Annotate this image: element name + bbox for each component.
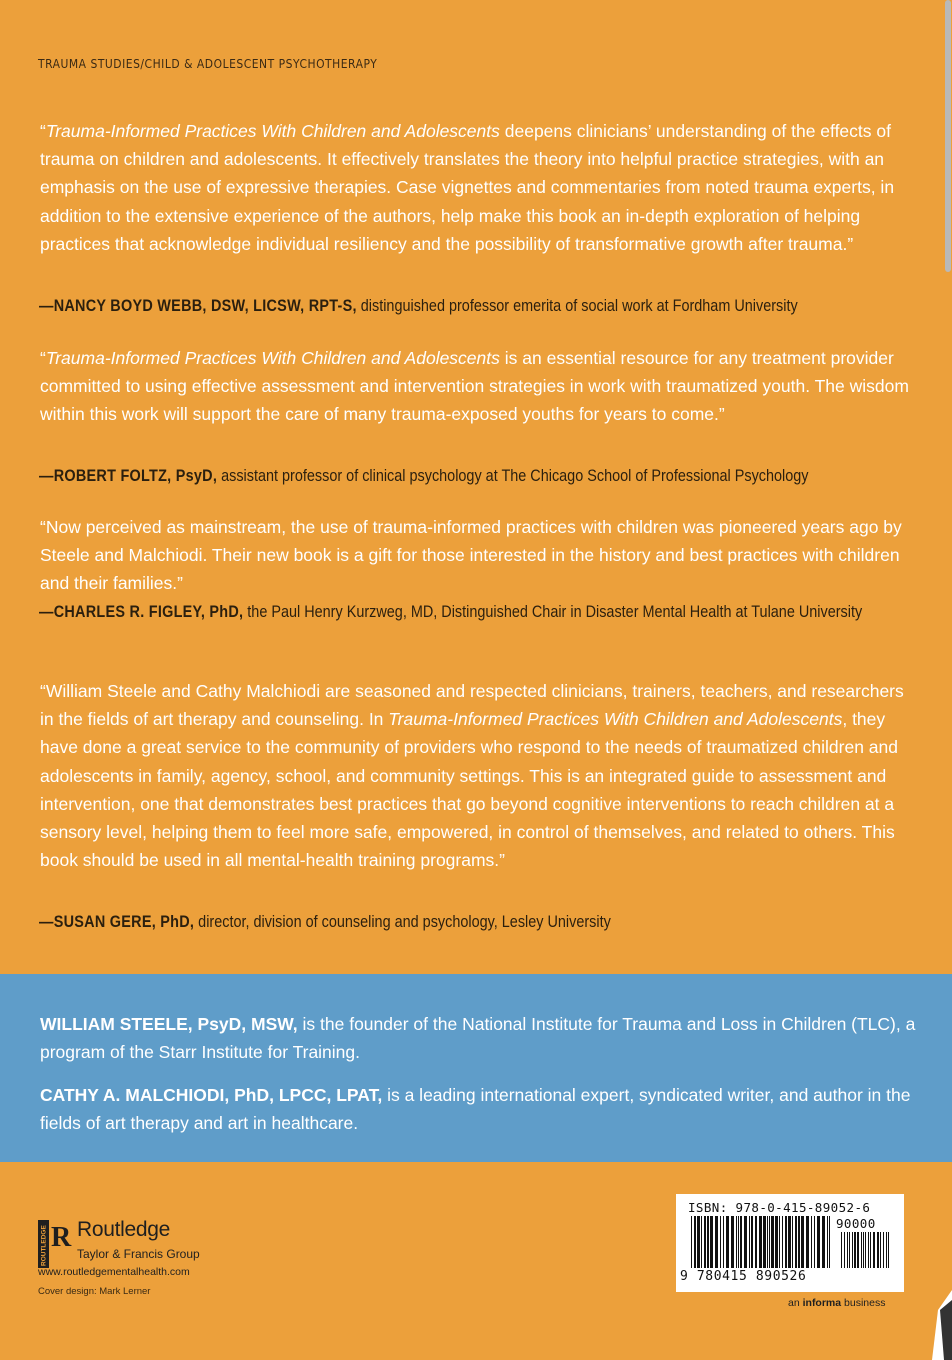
barcode-bar [868, 1232, 869, 1268]
book-title: Trauma-Informed Practices With Children and Adolescents [45, 121, 500, 141]
barcode-bar [715, 1216, 718, 1268]
quote-open-mark: “ [40, 348, 46, 368]
barcode-bar [726, 1216, 729, 1268]
author-name: WILLIAM STEELE, PsyD, MSW, [40, 1014, 298, 1034]
barcode-bar [723, 1216, 724, 1268]
barcode-bar [817, 1216, 820, 1268]
barcode-bar [694, 1216, 696, 1268]
barcode-bar [865, 1232, 866, 1268]
author-bio-text: is the founder of the National Institute for Trauma and Loss in Children (TLC), a program of the Starr Institute for Training. [40, 1014, 916, 1062]
barcode-bar [844, 1232, 845, 1268]
ean-digits: 9 780415 890526 [680, 1269, 807, 1284]
barcode-bar [877, 1232, 879, 1268]
barcode-bar [720, 1216, 721, 1268]
author-bio-text: is a leading international expert, syndicated writer, and author in the fields of art therapy and art in healthcare. [40, 1085, 911, 1133]
endorser-role: the Paul Henry Kurzweg, MD, Distinguished Chair in Disaster Mental Health at Tulane University [243, 603, 863, 621]
isbn-number: ISBN: 978-0-415-89052-6 [688, 1200, 871, 1215]
barcode-bar [849, 1232, 850, 1268]
quote-body: “Now perceived as mainstream, the use of trauma-informed practices with children was pioneered years ago by Steele and Malchiodi. Their new book is a gift for those interested in the history and best practices with children and their families.” [40, 517, 902, 594]
endorser-role: assistant professor of clinical psychology at The Chicago School of Professional Psychology [217, 467, 809, 485]
author-name: CATHY A. MALCHIODI, PhD, LPCC, LPAT, [40, 1085, 383, 1105]
barcode-bar [880, 1232, 881, 1268]
barcode-bar [691, 1216, 692, 1268]
barcode-bar [697, 1216, 700, 1268]
barcode-bar [857, 1232, 859, 1268]
barcode-bar [751, 1216, 753, 1268]
barcode-bar [775, 1216, 778, 1268]
barcode-bar [861, 1232, 862, 1268]
logo-vertical-text: ROUTLEDGE [40, 1225, 48, 1266]
price-code: 90000 [836, 1216, 876, 1231]
endorsement-attribution-4 [39, 911, 919, 934]
barcode-bar [827, 1216, 828, 1268]
barcode-bar [731, 1216, 734, 1268]
barcode-bar [829, 1216, 830, 1268]
barcode-bar [755, 1216, 757, 1268]
barcode-bar [759, 1216, 762, 1268]
endorser-name: —SUSAN GERE, PhD, [39, 913, 195, 931]
barcode-bar [883, 1232, 884, 1268]
barcode-bar [811, 1216, 812, 1268]
barcode-bar [852, 1232, 853, 1268]
barcode-bar [710, 1216, 713, 1268]
endorsement-attribution-1 [39, 295, 919, 318]
quote-body: “William Steele and Cathy Malchiodi are seasoned and respected clinicians, trainers, teachers, and researchers in the fields of art therapy and counseling. In [40, 681, 904, 730]
scrollbar-thumb[interactable] [945, 0, 951, 272]
endorser-name: —CHARLES R. FIGLEY, PhD, [39, 603, 244, 621]
author-bio-1 [40, 1010, 920, 1066]
barcode-bar [707, 1216, 709, 1268]
endorser-name: —ROBERT FOLTZ, PsyD, [39, 467, 218, 485]
barcode-bar [863, 1232, 864, 1268]
endorsement-attribution-3 [39, 601, 928, 624]
barcode-bar [736, 1216, 737, 1268]
barcode-bar [767, 1216, 768, 1268]
book-title: Trauma-Informed Practices With Children and Adolescents [45, 348, 500, 368]
barcode-bar [847, 1232, 848, 1268]
endorser-role: distinguished professor emerita of social work at Fordham University [356, 297, 798, 315]
publisher-group: Taylor & Francis Group [77, 1247, 200, 1261]
quote-open-mark: “ [40, 121, 46, 141]
logo-letter: R [51, 1222, 72, 1253]
barcode-bar [771, 1216, 774, 1268]
informa-brand: informa [802, 1297, 842, 1309]
barcode-bar [886, 1232, 887, 1268]
vertical-scrollbar[interactable] [944, 0, 952, 1360]
quote-body-continued: , they have done a great service to the community of providers who respond to the needs of traumatized children and adolescents in family, agency, school, and community settings. This is an integrated guide to assessment and intervention, one that demonstrates best practices that go beyond cognitive interventions to reach children at a sensory level, helping them to feel more safe, empowered, in control of themselves, and related to others. This book should be used in all mental-health training programs.” [40, 709, 898, 871]
barcode-bar [814, 1216, 815, 1268]
endorser-name: —NANCY BOYD WEBB, DSW, LICSW, RPT-S, [39, 297, 357, 315]
barcode-bar [738, 1216, 739, 1268]
informa-business-tag: an informa business [788, 1297, 886, 1309]
isbn-barcode [676, 1194, 904, 1292]
category-label: TRAUMA STUDIES/CHILD & ADOLESCENT PSYCHOTHERAPY [38, 56, 378, 71]
barcode-bar [822, 1216, 825, 1268]
barcode-bar [854, 1232, 856, 1268]
barcode-bar [763, 1216, 766, 1268]
endorser-role: director, division of counseling and psychology, Lesley University [194, 913, 611, 931]
publisher-name: Routledge [77, 1218, 171, 1241]
barcode-bar [888, 1232, 889, 1268]
quote-body: deepens clinicians’ understanding of the effects of trauma on children and adolescents. It effectively translates the theory into helpful practice strategies, with an emphasis on the use of expressive therapies. Case vignettes and commentaries from noted trauma experts, in addition to the extensive experience of the authors, help make this book an in-depth exploration of helping practices that acknowledge individual resiliency and the possibility of transformative growth after trauma.” [40, 121, 895, 254]
barcode-bar [870, 1232, 871, 1268]
barcode-bar [701, 1216, 702, 1268]
barcode-bar [740, 1216, 742, 1268]
barcode-bar [779, 1216, 780, 1268]
quote-body: is an essential resource for any treatment provider committed to using effective assessment and intervention strategies in work with traumatized youth. The wisdom within this work will support the care of many trauma-exposed youths for years to come.” [40, 348, 909, 425]
barcode-bar [806, 1216, 809, 1268]
endorsement-quote-4 [40, 677, 920, 874]
barcode-bar [788, 1216, 791, 1268]
barcode-bar [785, 1216, 787, 1268]
barcode-bar [792, 1216, 793, 1268]
endorsement-attribution-2 [39, 465, 919, 488]
publisher-block [38, 1218, 278, 1298]
routledge-logo-icon [38, 1220, 72, 1268]
barcode-bar [873, 1232, 875, 1268]
book-title: Trauma-Informed Practices With Children and Adolescents [388, 709, 843, 730]
cover-design-credit: Cover design: Mark Lerner [38, 1286, 151, 1297]
barcode-bar [798, 1216, 800, 1268]
barcode-bar [782, 1216, 783, 1268]
author-bio-2 [40, 1081, 920, 1137]
endorsement-quote-2 [40, 344, 920, 429]
endorsement-quote-1 [40, 117, 920, 258]
barcode-bar [704, 1216, 706, 1268]
addon-barcode-bars [840, 1232, 892, 1268]
barcode-bar [749, 1216, 750, 1268]
ean-barcode-bars [690, 1216, 832, 1268]
author-bio-band [0, 974, 952, 1162]
endorsement-quote-3 [40, 513, 920, 598]
barcode-bar [841, 1232, 842, 1268]
barcode-bar [801, 1216, 804, 1268]
barcode-bar [744, 1216, 747, 1268]
publisher-url[interactable]: www.routledgementalhealth.com [38, 1266, 190, 1278]
barcode-bar [769, 1216, 770, 1268]
barcode-bar [795, 1216, 797, 1268]
